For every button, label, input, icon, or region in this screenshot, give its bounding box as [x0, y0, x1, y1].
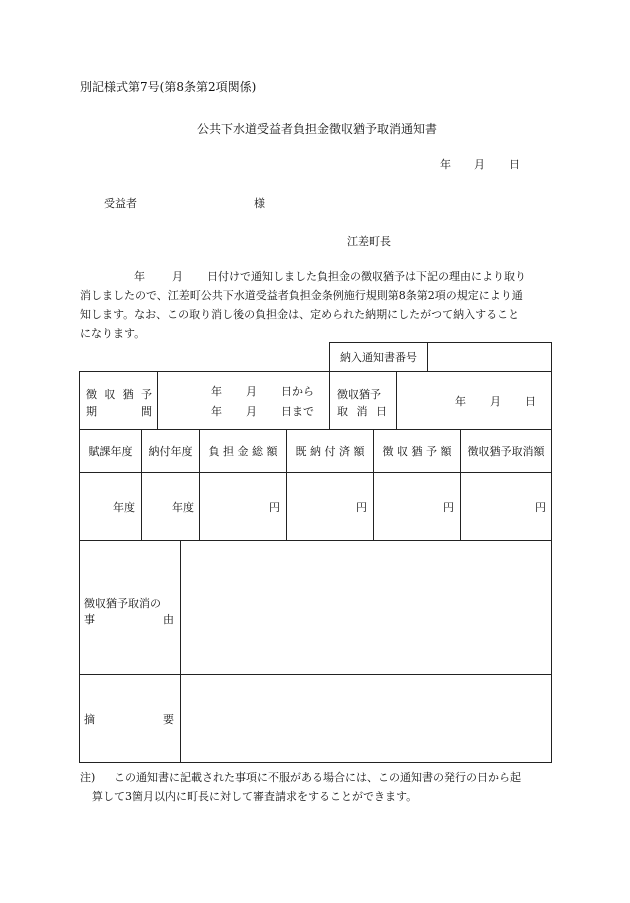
header-already-paid: 既 納 付 済 額: [295, 445, 365, 458]
remarks-label: 摘 要: [84, 713, 174, 726]
date-day: 日: [509, 158, 520, 171]
form-number: 別記様式第7号(第8条第2項関係): [80, 80, 257, 94]
body-year: 年: [134, 270, 145, 283]
from-month: 月: [246, 385, 257, 398]
issuer: 江差町長: [347, 235, 391, 248]
unit-assessment-year: 年度: [113, 500, 135, 514]
body-month: 月: [172, 270, 183, 283]
unit-cancel-amount: 円: [535, 500, 546, 514]
header-deferred-amount: 徴 収 猶 予 額: [382, 445, 452, 458]
cancel-day: 日: [525, 395, 536, 408]
reason-label-2: 事 由: [84, 613, 174, 626]
note-line-1: この通知書に記載された事項に不服がある場合には、この通知書の発行の日から起: [114, 771, 521, 784]
body-line1: 日付けで通知しました負担金の徴収猶予は下記の理由により取り: [207, 270, 526, 283]
reason-label: 徴収猶予取消の: [84, 597, 161, 610]
header-payment-year: 納付年度: [148, 445, 193, 458]
cancel-date-label: 徴収猶予: [337, 388, 381, 401]
form-title: 公共下水道受益者負担金徴収猶予取消通知書: [197, 122, 438, 136]
date-year: 年: [440, 158, 451, 171]
unit-total-charge: 円: [269, 500, 280, 514]
header-assessment-year: 賦課年度: [88, 445, 133, 458]
from-day: 日から: [281, 385, 314, 398]
to-year: 年: [211, 405, 222, 418]
to-day: 日まで: [281, 405, 314, 418]
date-month: 月: [474, 158, 485, 171]
note-prefix: 注): [80, 771, 96, 784]
cancel-month: 月: [490, 395, 501, 408]
note-line-2: 算して3箇月以内に町長に対して審査請求をすることができます。: [92, 790, 418, 803]
unit-already-paid: 円: [356, 500, 367, 514]
header-total-charge: 負 担 金 総 額: [208, 445, 278, 458]
body-line2: 消しましたので、江差町公共下水道受益者負担金条例施行規則第8条第2項の規定により通: [80, 289, 523, 302]
header-cancel-amount: 徴収猶予取消額: [467, 445, 545, 458]
body-line4: になります。: [80, 327, 146, 340]
unit-payment-year: 年度: [172, 500, 194, 514]
recipient-label: 受益者: [104, 197, 137, 210]
cancel-year: 年: [455, 395, 466, 408]
notice-number-label: 納入通知書番号: [340, 351, 417, 364]
to-month: 月: [246, 405, 257, 418]
deferral-period-label: 徴 収 猶 予: [86, 388, 152, 401]
cancel-date-label-2: 取 消 日: [337, 405, 387, 418]
deferral-period-label-2: 期 間: [86, 405, 152, 418]
from-year: 年: [211, 385, 222, 398]
body-line3: 知します。なお、この取り消し後の負担金は、定められた納期にしたがつて納入すること: [80, 308, 520, 321]
honorific: 様: [254, 197, 265, 210]
unit-deferred-amount: 円: [443, 500, 454, 514]
